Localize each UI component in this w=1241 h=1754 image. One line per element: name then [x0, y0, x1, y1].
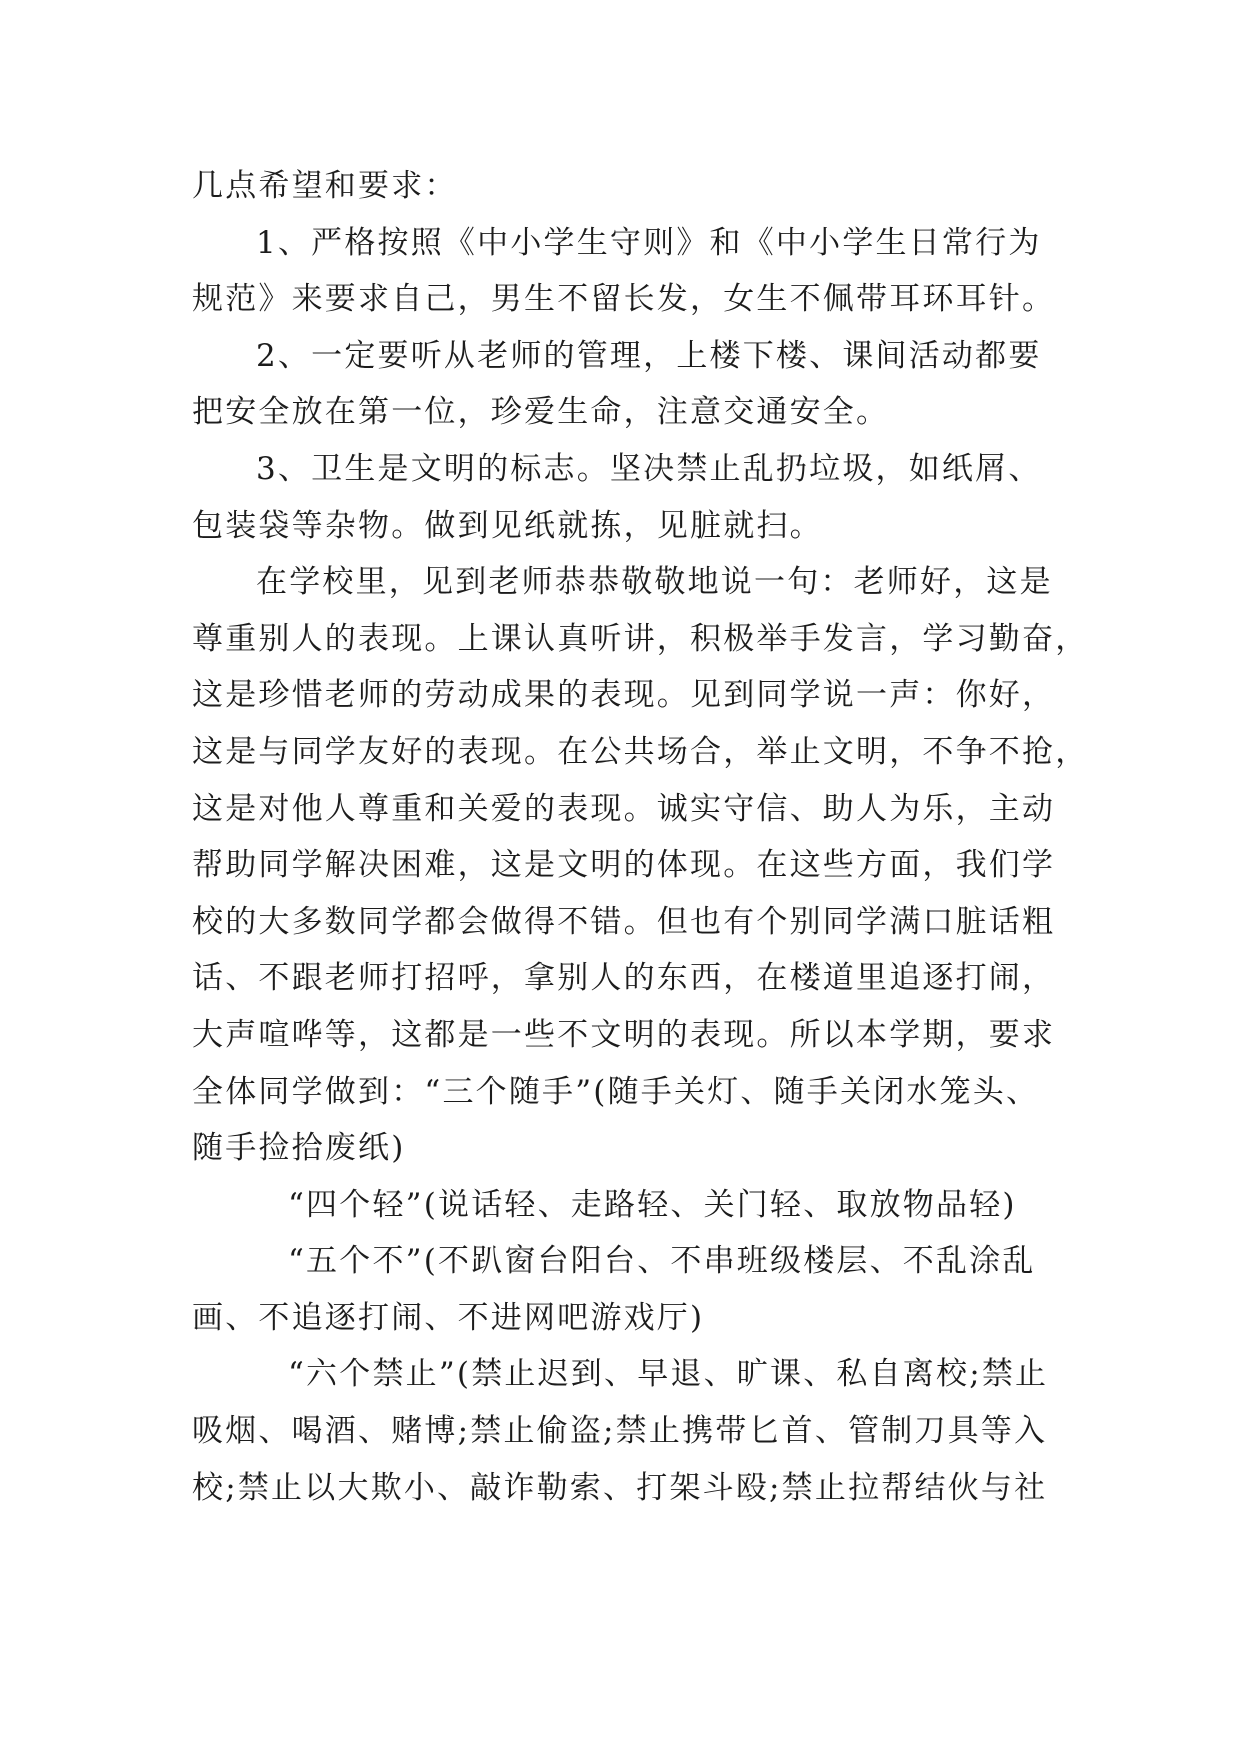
text-line: 话、不跟老师打招呼，拿别人的东西，在楼道里追逐打闹， — [192, 960, 1056, 997]
text-line: 在学校里，见到老师恭恭敬敬地说一句：老师好，这是 — [256, 564, 1053, 601]
text-line: 这是珍惜老师的劳动成果的表现。见到同学说一声：你好， — [192, 677, 1056, 714]
text-line: “六个禁止”(禁止迟到、早退、旷课、私自离校;禁止 — [288, 1356, 1049, 1393]
text-line: 3、卫生是文明的标志。坚决禁止乱扔垃圾，如纸屑、 — [256, 450, 1042, 487]
text-line: 1、严格按照《中小学生守则》和《中小学生日常行为 — [256, 224, 1042, 261]
text-line: 校的大多数同学都会做得不错。但也有个别同学满口脏话粗 — [192, 903, 1056, 940]
text-line: 画、不追逐打闹、不进网吧游戏厅) — [192, 1299, 705, 1336]
text-line: 全体同学做到：“三个随手”(随手关灯、随手关闭水笼头、 — [192, 1073, 1040, 1110]
text-line: 帮助同学解决困难，这是文明的体现。在这些方面，我们学 — [192, 847, 1056, 884]
text-line: 2、一定要听从老师的管理，上楼下楼、课间活动都要 — [256, 337, 1042, 374]
text-line: 校;禁止以大欺小、敲诈勒索、打架斗殴;禁止拉帮结伙与社 — [192, 1469, 1048, 1506]
text-line: 规范》来要求自己，男生不留长发，女生不佩带耳环耳针。 — [192, 281, 1056, 318]
text-line: 尊重别人的表现。上课认真听讲，积极举手发言，学习勤奋， — [192, 620, 1089, 657]
text-line: 几点希望和要求： — [192, 168, 458, 204]
text-line: 把安全放在第一位，珍爱生命，注意交通安全。 — [192, 394, 890, 431]
text-line: “五个不”(不趴窗台阳台、不串班级楼层、不乱涂乱 — [288, 1243, 1036, 1280]
text-line: 大声喧哗等，这都是一些不文明的表现。所以本学期，要求 — [192, 1016, 1056, 1053]
text-line: 包装袋等杂物。做到见纸就拣，见脏就扫。 — [192, 507, 823, 544]
text-line: 吸烟、喝酒、赌博;禁止偷盗;禁止携带匕首、管制刀具等入 — [192, 1413, 1048, 1450]
text-line: 这是与同学友好的表现。在公共场合，举止文明，不争不抢， — [192, 733, 1089, 770]
text-line: 随手捡拾废纸) — [192, 1130, 406, 1167]
document-body — [192, 158, 1089, 1516]
text-line: “四个轻”(说话轻、走路轻、关门轻、取放物品轻) — [288, 1186, 1017, 1223]
text-line: 这是对他人尊重和关爱的表现。诚实守信、助人为乐，主动 — [192, 790, 1056, 827]
